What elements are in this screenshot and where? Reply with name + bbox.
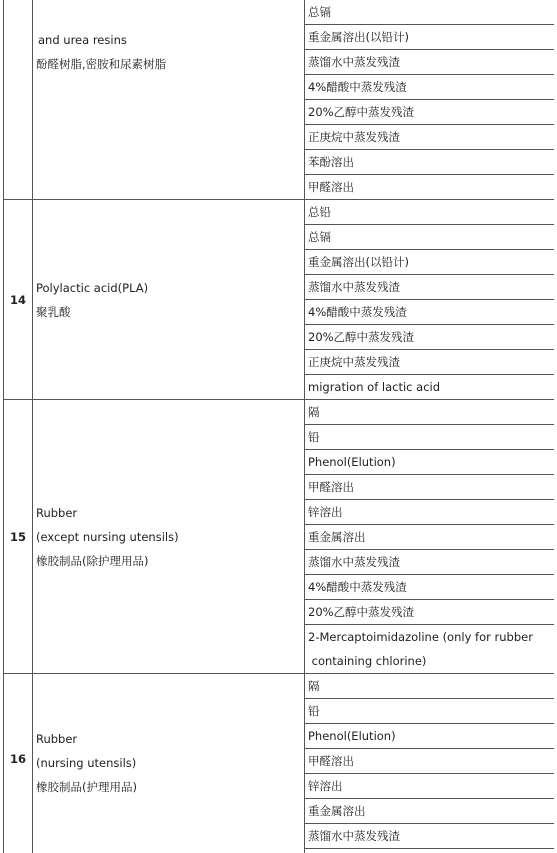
test-item-line: 2-Mercaptoimidazoline (only for rubber (308, 630, 533, 644)
test-item: 20%乙醇中蒸发残渣 (305, 600, 555, 625)
test-item: 蒸馏水中蒸发残渣 (305, 824, 555, 849)
table-row (4, 200, 555, 225)
test-item: 重金属溶出 (305, 525, 555, 550)
material-name-en: and urea resins (38, 32, 127, 47)
test-item: 4%醋酸中蒸发残渣 (305, 300, 555, 325)
test-item: migration of lactic acid (305, 375, 555, 400)
material-name-en-sub: (except nursing utensils) (36, 529, 179, 544)
material-name-cn: 聚乳酸 (36, 304, 71, 319)
test-item: 重金属溶出(以铅计) (305, 250, 555, 275)
test-item: 总铅 (305, 200, 555, 225)
test-item: 重金属溶出(以铅计) (305, 25, 555, 50)
test-item: 苯酚溶出 (305, 150, 555, 175)
material-name-en-sub: (nursing utensils) (36, 756, 137, 770)
test-item: 正庚烷中蒸发残渣 (305, 350, 555, 375)
test-item: 重金属溶出 (305, 799, 555, 824)
row-number: 14 (4, 200, 33, 400)
material-name-cell (33, 200, 305, 400)
test-item: 总镉 (305, 225, 555, 250)
material-name-cn: 橡胶制品(除护理用品) (36, 553, 149, 568)
table-row (4, 674, 555, 699)
test-item: 铅 (305, 699, 555, 724)
test-item: Phenol(Elution) (305, 450, 555, 475)
test-item: 4%醋酸中蒸发残渣 (305, 575, 555, 600)
material-name-en: Polylactic acid(PLA) (36, 280, 149, 295)
material-name-en: Rubber (36, 505, 78, 520)
test-item: 20%乙醇中蒸发残渣 (305, 325, 555, 350)
material-name-cn: 酚醛树脂,密胺和尿素树脂 (36, 56, 167, 71)
row-number: 15 (4, 400, 33, 674)
test-item: 4%醋酸中蒸发残渣 (305, 75, 555, 100)
test-item: 正庚烷中蒸发残渣 (305, 125, 555, 150)
test-item: 隔 (305, 674, 555, 699)
test-item-long (305, 625, 555, 674)
test-item (305, 849, 555, 853)
material-name-cell (33, 674, 305, 853)
material-name-cn: 橡胶制品(护理用品) (36, 780, 137, 794)
test-item: 锌溶出 (305, 774, 555, 799)
row-number (4, 0, 33, 200)
table-row (4, 0, 555, 25)
test-item: 甲醛溶出 (305, 175, 555, 200)
test-item: 铅 (305, 425, 555, 450)
test-items-table (3, 0, 554, 853)
row-number: 16 (4, 674, 33, 853)
test-item: 蒸馏水中蒸发残渣 (305, 50, 555, 75)
table-row (4, 400, 555, 425)
test-item: 甲醛溶出 (305, 749, 555, 774)
test-item: 总镉 (305, 0, 555, 25)
material-name-en: Rubber (36, 732, 78, 746)
test-item: 20%乙醇中蒸发残渣 (305, 100, 555, 125)
test-item: 蒸馏水中蒸发残渣 (305, 275, 555, 300)
test-item: 甲醛溶出 (305, 475, 555, 500)
test-item: Phenol(Elution) (305, 724, 555, 749)
material-name-cell (33, 0, 305, 200)
test-item-line: containing chlorine) (308, 654, 427, 668)
test-item: 锌溶出 (305, 500, 555, 525)
test-item: 隔 (305, 400, 555, 425)
document-page (3, 0, 554, 853)
material-name-cell (33, 400, 305, 674)
test-item: 蒸馏水中蒸发残渣 (305, 550, 555, 575)
